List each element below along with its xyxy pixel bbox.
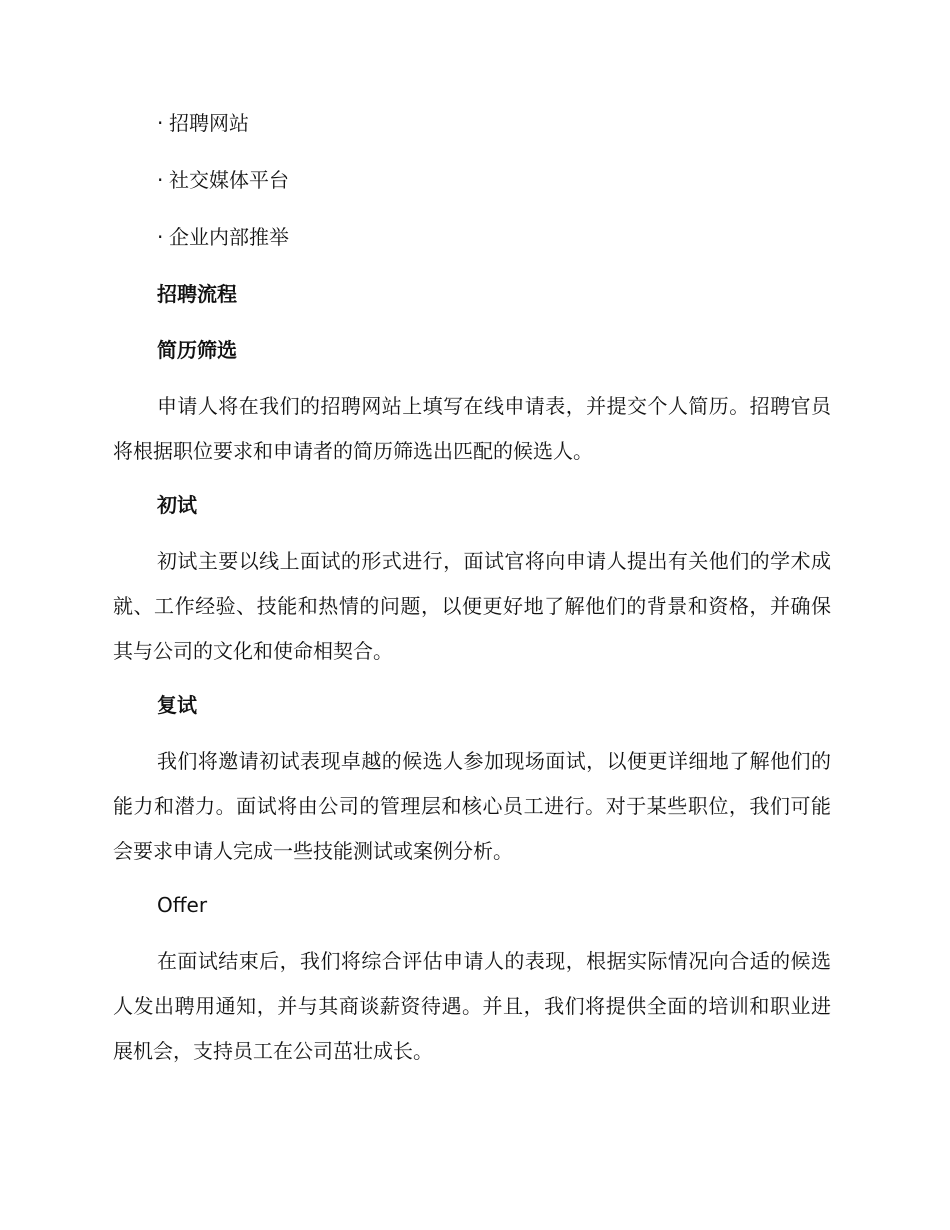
bullet-item <box>157 165 831 195</box>
section-paragraph-resume-screening: 申请人将在我们的招聘网站上填写在线申请表，并提交个人简历。招聘官员将根据职位要求和申请者的简历筛选出匹配的候选人。 <box>113 394 831 463</box>
section-paragraph-first-interview: 初试主要以线上面试的形式进行，面试官将向申请人提出有关他们的学术成就、工作经验、技能和热情的问题，以便更好地了解他们的背景和资格，并确保其与公司的文化和使命相契合。 <box>113 549 831 663</box>
section-paragraph-second-interview: 我们将邀请初试表现卓越的候选人参加现场面试，以便更详细地了解他们的能力和潜力。面试将由公司的管理层和核心员工进行。对于某些职位，我们可能会要求申请人完成一些技能测试或案例分析。 <box>113 749 831 863</box>
bullet-dot-icon: · <box>157 168 164 192</box>
document-content <box>113 108 831 1090</box>
section-heading-second-interview: 复试 <box>157 693 197 717</box>
bullet-text: 企业内部推举 <box>169 225 289 249</box>
bullet-item <box>157 108 831 138</box>
bullet-dot-icon: · <box>157 225 164 249</box>
bullet-text: 社交媒体平台 <box>169 168 289 192</box>
section-heading-resume-screening: 简历筛选 <box>157 338 237 362</box>
section-paragraph-offer: 在面试结束后，我们将综合评估申请人的表现，根据实际情况向合适的候选人发出聘用通知，并与其商谈薪资待遇。并且，我们将提供全面的培训和职业进展机会，支持员工在公司茁壮成长。 <box>113 949 831 1063</box>
section-heading-offer: Offer <box>157 893 208 917</box>
bullet-text: 招聘网站 <box>169 111 249 135</box>
section-heading-first-interview: 初试 <box>157 493 197 517</box>
section-title: 招聘流程 <box>157 282 237 306</box>
bullet-item <box>157 222 831 252</box>
bullet-dot-icon: · <box>157 111 164 135</box>
